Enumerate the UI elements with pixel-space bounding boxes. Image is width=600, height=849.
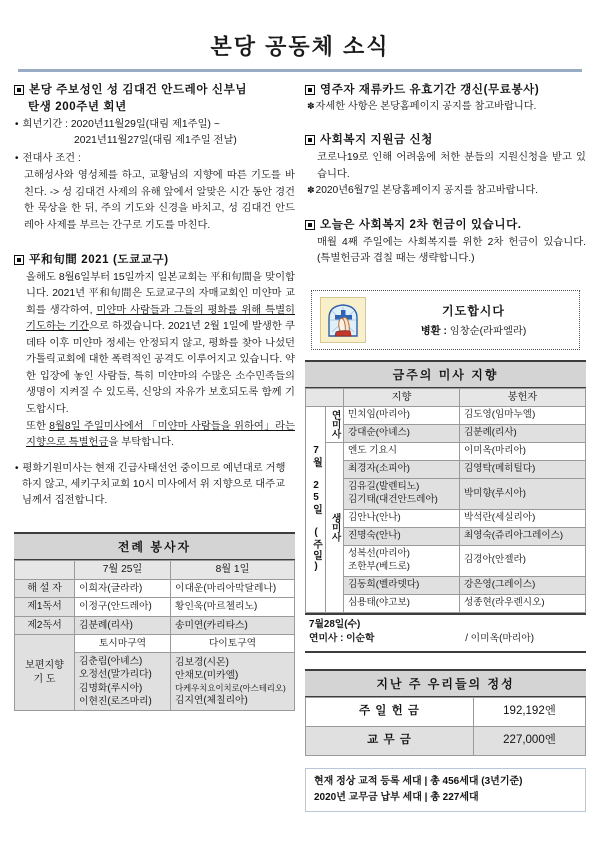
peace-p2-b: 을 부탁합니다.: [108, 437, 174, 449]
mass-intentions-section: [305, 360, 586, 653]
liturgy-role-commentator: 해 설 자: [15, 579, 75, 598]
spacer: [305, 653, 586, 669]
table-header-row: [306, 388, 586, 407]
table-row: [15, 579, 295, 598]
table-row: [306, 407, 586, 425]
offering-label-sunday-text: 주 일 헌 금: [358, 705, 421, 718]
peace-week-heading: 平和旬間 2021 (도쿄교구): [29, 254, 169, 267]
indulgence-condition-body: 고해성사와 영성체를 하고, 교황님의 지향에 따른 기도를 바친다. -> 성 김대건 사제의 유해 앞에서 알맞은 시간 동안 경건한 묵상을 한 뒤, 주의 기도와 신경을 바치고, 성 김대건 안드레아 사제를 부르는 간구로 기도를 마친다.: [24, 170, 295, 231]
peace-p1-a: 올해도 8월6일부터 15일까지 일본교회는 平和旬間을 맞이합니다. 2021년 平和旬間은 도쿄교구의 자매교회인 미얀마 교회를 생각하여,: [26, 271, 295, 316]
mass-offerer: 박미향(루시아): [460, 479, 586, 510]
mass-col-spacer: [306, 388, 344, 407]
spacer: [14, 241, 295, 252]
page-title: 본당 공동체 소식: [210, 34, 390, 59]
table-row: [306, 545, 586, 576]
mass-group-memorial: [326, 407, 344, 443]
peace-p2-underline: 8월8일 주일미사에서 「미얀마 사람들을 위하여」라는 지향으로 특별헌금: [26, 420, 295, 449]
mass-intention: 김동희(벨라뎃다): [344, 576, 460, 594]
mass-footer-row: [309, 632, 582, 647]
praying-hands-icon: [320, 297, 366, 343]
square-bullet-icon: [305, 135, 315, 145]
offering-table: [305, 697, 586, 756]
mass-offerer: 이미옥(마리아): [460, 443, 586, 461]
mass-offerer: 김영탁(메히틸다): [460, 461, 586, 479]
prayer-names-col-1: [75, 653, 171, 711]
liturgy-role-reading1: 제1독서: [15, 598, 75, 617]
table-row: [306, 576, 586, 594]
prayer-name: 안채모(미카엘): [175, 670, 239, 682]
article-heading-line2: 탄생 200주년 회년: [28, 100, 127, 113]
offering-section: [305, 669, 586, 812]
right-column: [305, 82, 586, 812]
mass-group-memorial-label: 연미사: [329, 410, 341, 440]
mass-offerer: 성종현(라우렌시오): [460, 594, 586, 612]
two-column-layout: [0, 82, 600, 812]
liturgy-table-title: 전례 봉사자: [14, 532, 295, 560]
offering-table-title: 지난 주 우리들의 정성: [305, 669, 586, 697]
article-second-collection: [305, 217, 586, 268]
liturgy-r2-c1: 김분례(리사): [75, 616, 171, 635]
peace-p1-b: 으로 하겠습니다. 2021년 2월 1일에 발생한 쿠데타 이후 미얀마 정세는 안정되지 않고, 평화를 찾아 나섰던 가톨릭교회에 대한 폭력적인 공격도 이루어지고 있습니다. 약한 입장에 놓인 사람들, 특히 미얀마의 수많은 소수민족들의 생명이 지켜질 수 있도록, 신앙의 자유가 보호되도록 함께 기도합시다.: [26, 321, 295, 415]
spacer: [14, 516, 295, 532]
offering-label-sunday: [306, 697, 474, 726]
mass-group-living: [326, 443, 344, 612]
residence-card-heading: 영주자 재류카드 유효기간 갱신(무료봉사): [320, 84, 540, 96]
liturgy-r2-c2: 송미연(카리타스): [171, 616, 295, 635]
table-row: [306, 697, 586, 726]
spacer: [14, 452, 295, 459]
table-row: [306, 527, 586, 545]
square-bullet-icon: [305, 220, 315, 230]
table-row: [306, 443, 586, 461]
liturgy-r0-c1: 이희자(글라라): [75, 579, 171, 598]
mass-intention: 강대순(아녜스): [344, 425, 460, 443]
left-column: [14, 82, 295, 812]
mass-intention: 김안나(안나): [344, 509, 460, 527]
prayer-box-title: 기도합시다: [442, 304, 505, 319]
liturgy-role-reading2: 제2독서: [15, 616, 75, 635]
welfare-support-heading: 사회복지 지원금 신청: [320, 134, 433, 147]
mass-offerer: 김도영(임마누엘): [460, 407, 586, 425]
mass-footer-date: 7월28일(수): [309, 618, 361, 630]
article-peace-week: [14, 252, 295, 509]
liturgy-volunteers-section: [14, 532, 295, 711]
prayer-name: 이현진(로즈마리): [79, 695, 152, 707]
prayer-name: 다케우치요이치로(아스테리오): [175, 682, 286, 693]
offering-value-sunday: 192,192엔: [474, 697, 586, 726]
title-divider: [18, 69, 582, 72]
liturgy-col-date-2: 8월 1일: [171, 560, 295, 579]
mass-intention-line: 성복선(마리아): [348, 547, 410, 559]
universal-prayer-label-line2: 기 도: [33, 673, 56, 685]
spacer: [305, 206, 586, 217]
liturgy-role-universal-prayer: [15, 635, 75, 711]
article-welfare-support: [305, 132, 586, 198]
welfare-support-body: 코로나19로 인해 어려움에 처한 분들의 지원신청을 받고 있습니다.: [317, 152, 586, 180]
liturgy-r1-c2: 황인욱(마르첼리노): [171, 598, 295, 617]
welfare-support-note: ✽ 2020년6월7일 본당홈페이지 공지를 참고바랍니다.: [305, 183, 586, 199]
liturgy-r1-c1: 이정구(안드레아): [75, 598, 171, 617]
square-bullet-icon: [305, 85, 315, 95]
article-heading-line1: 본당 주보성인 성 김대건 안드레아 신부님: [29, 84, 248, 96]
mass-col-offerer: 봉헌자: [460, 388, 586, 407]
square-bullet-icon: [14, 255, 24, 265]
mass-date-label-cell: [306, 407, 326, 612]
universal-prayer-label-line1: 보편지향: [25, 660, 64, 672]
mass-intention-line: 조한부(베드로): [348, 560, 410, 572]
second-collection-body: 매월 4째 주일에는 사회복지를 위한 2차 헌금이 있습니다. (특별헌금과 겹칠 때는 생략합니다.): [317, 236, 586, 265]
prayer-subject-name: 임창순(라파엘라): [449, 326, 527, 338]
prayer-name: 김보경(시몬): [175, 657, 229, 669]
offering-label-dues: [306, 726, 474, 755]
mass-offerer: 김분례(리사): [460, 425, 586, 443]
district-2: 다이토구역: [171, 635, 295, 653]
peace-mass-note: • 평화기원미사는 현재 긴급사태선언 중이므로 예년대로 거행하지 않고, 세키구치교회 10시 미사에서 위 지향으로 대주교님께서 집전합니다.: [14, 461, 295, 509]
prayer-name: 김지연(체칠리아): [175, 694, 248, 706]
mass-offerer: 박석란(세실리아): [460, 509, 586, 527]
household-stats-line-1: 현재 정상 교적 등록 세대 | 총 456세대 (3년기준): [314, 775, 523, 787]
table-row: [306, 594, 586, 612]
household-stats-line-2: 2020년 교무금 납부 세대 | 총 227세대: [314, 791, 479, 803]
jubilee-period-line2: 2021년11월27일(대림 제1주일 전날): [74, 135, 237, 147]
liturgy-volunteers-table: [14, 560, 295, 711]
spacer: [305, 275, 586, 286]
offering-label-dues-text: 교 무 금: [367, 734, 412, 747]
mass-intention: 최경자(소피아): [344, 461, 460, 479]
prayer-name: 김명화(루시아): [79, 682, 143, 694]
table-row: [306, 479, 586, 510]
liturgy-r0-c2: 이대운(마리아막달레나): [171, 579, 295, 598]
mass-intention-line: 김기태(대건안드레아): [348, 493, 438, 505]
square-bullet-icon: [14, 85, 24, 95]
peace-p1-underline: 미얀마 사람들과 그들의 평화를 위해 특별히 기도하는 기간: [26, 304, 295, 333]
jubilee-period-line: • 희년기간 : 2020년11월29일(대림 제1주일) ~: [14, 117, 295, 133]
indulgence-condition-label: • 전대사 조건 :: [14, 151, 295, 167]
mass-offerer: 김경아(안젤라): [460, 545, 586, 576]
article-heading: [305, 82, 586, 99]
mass-date-label: 7월 25일 (주일): [310, 445, 322, 574]
mass-intention: 엔도 기요시: [344, 443, 460, 461]
offering-value-dues: 227,000엔: [474, 726, 586, 755]
article-residence-card: [305, 82, 586, 114]
table-row: [15, 616, 295, 635]
mass-offerer: 강은영(그레이스): [460, 576, 586, 594]
table-row-districts: [15, 635, 295, 653]
household-stats-box: [305, 768, 586, 812]
second-collection-heading: 오늘은 사회복지 2차 헌금이 있습니다.: [320, 218, 522, 231]
mass-intention: 진명숙(안나): [344, 527, 460, 545]
article-heading: [14, 252, 295, 269]
peace-week-paragraph-2: [14, 419, 295, 452]
prayer-subject-label: 병환 :: [420, 326, 447, 338]
mass-col-intention: 지향: [344, 388, 460, 407]
mass-group-living-label: 생미사: [329, 512, 341, 542]
mass-intention-line: 김유길(발렌티노): [348, 481, 420, 493]
table-header-row: [15, 560, 295, 579]
mass-table-footer: [305, 613, 586, 653]
liturgy-col-blank: [15, 560, 75, 579]
mass-footer-offerer: / 이미옥(마리아): [465, 633, 534, 645]
article-heading: [305, 132, 586, 149]
mass-footer-label: 연미사 : 이순학: [309, 633, 375, 645]
article-patron-saint: [14, 82, 295, 234]
mass-intention: [344, 545, 460, 576]
mass-intention: 민치임(마리아): [344, 407, 460, 425]
prayer-subject: [376, 322, 571, 337]
mass-offerer: 최영숙(쥬리아그레이스): [460, 527, 586, 545]
prayer-name: 김춘림(아녜스): [79, 656, 143, 668]
article-heading: [14, 82, 295, 99]
table-row: [306, 509, 586, 527]
peace-p2-a: 또한: [26, 420, 50, 432]
mass-intention: [344, 479, 460, 510]
mass-intention: 심용태(야고보): [344, 594, 460, 612]
liturgy-col-date-1: 7월 25일: [75, 560, 171, 579]
table-row: [306, 425, 586, 443]
prayer-text-block: [376, 302, 571, 337]
prayer-request-box: [311, 290, 580, 350]
peace-week-paragraph-1: [14, 270, 295, 418]
table-row: [306, 726, 586, 755]
spacer: [305, 121, 586, 132]
mass-intentions-table: [305, 388, 586, 613]
prayer-name: 오정선(말가리다): [79, 669, 152, 681]
residence-card-note: ✽ 자세한 사항은 본당홈페이지 공지를 참고바랍니다.: [305, 99, 586, 115]
table-row: [15, 598, 295, 617]
article-heading: [305, 217, 586, 234]
prayer-names-col-2: [171, 653, 295, 711]
district-1: 토시마구역: [75, 635, 171, 653]
table-row: [306, 461, 586, 479]
mass-table-title: 금주의 미사 지향: [305, 360, 586, 388]
